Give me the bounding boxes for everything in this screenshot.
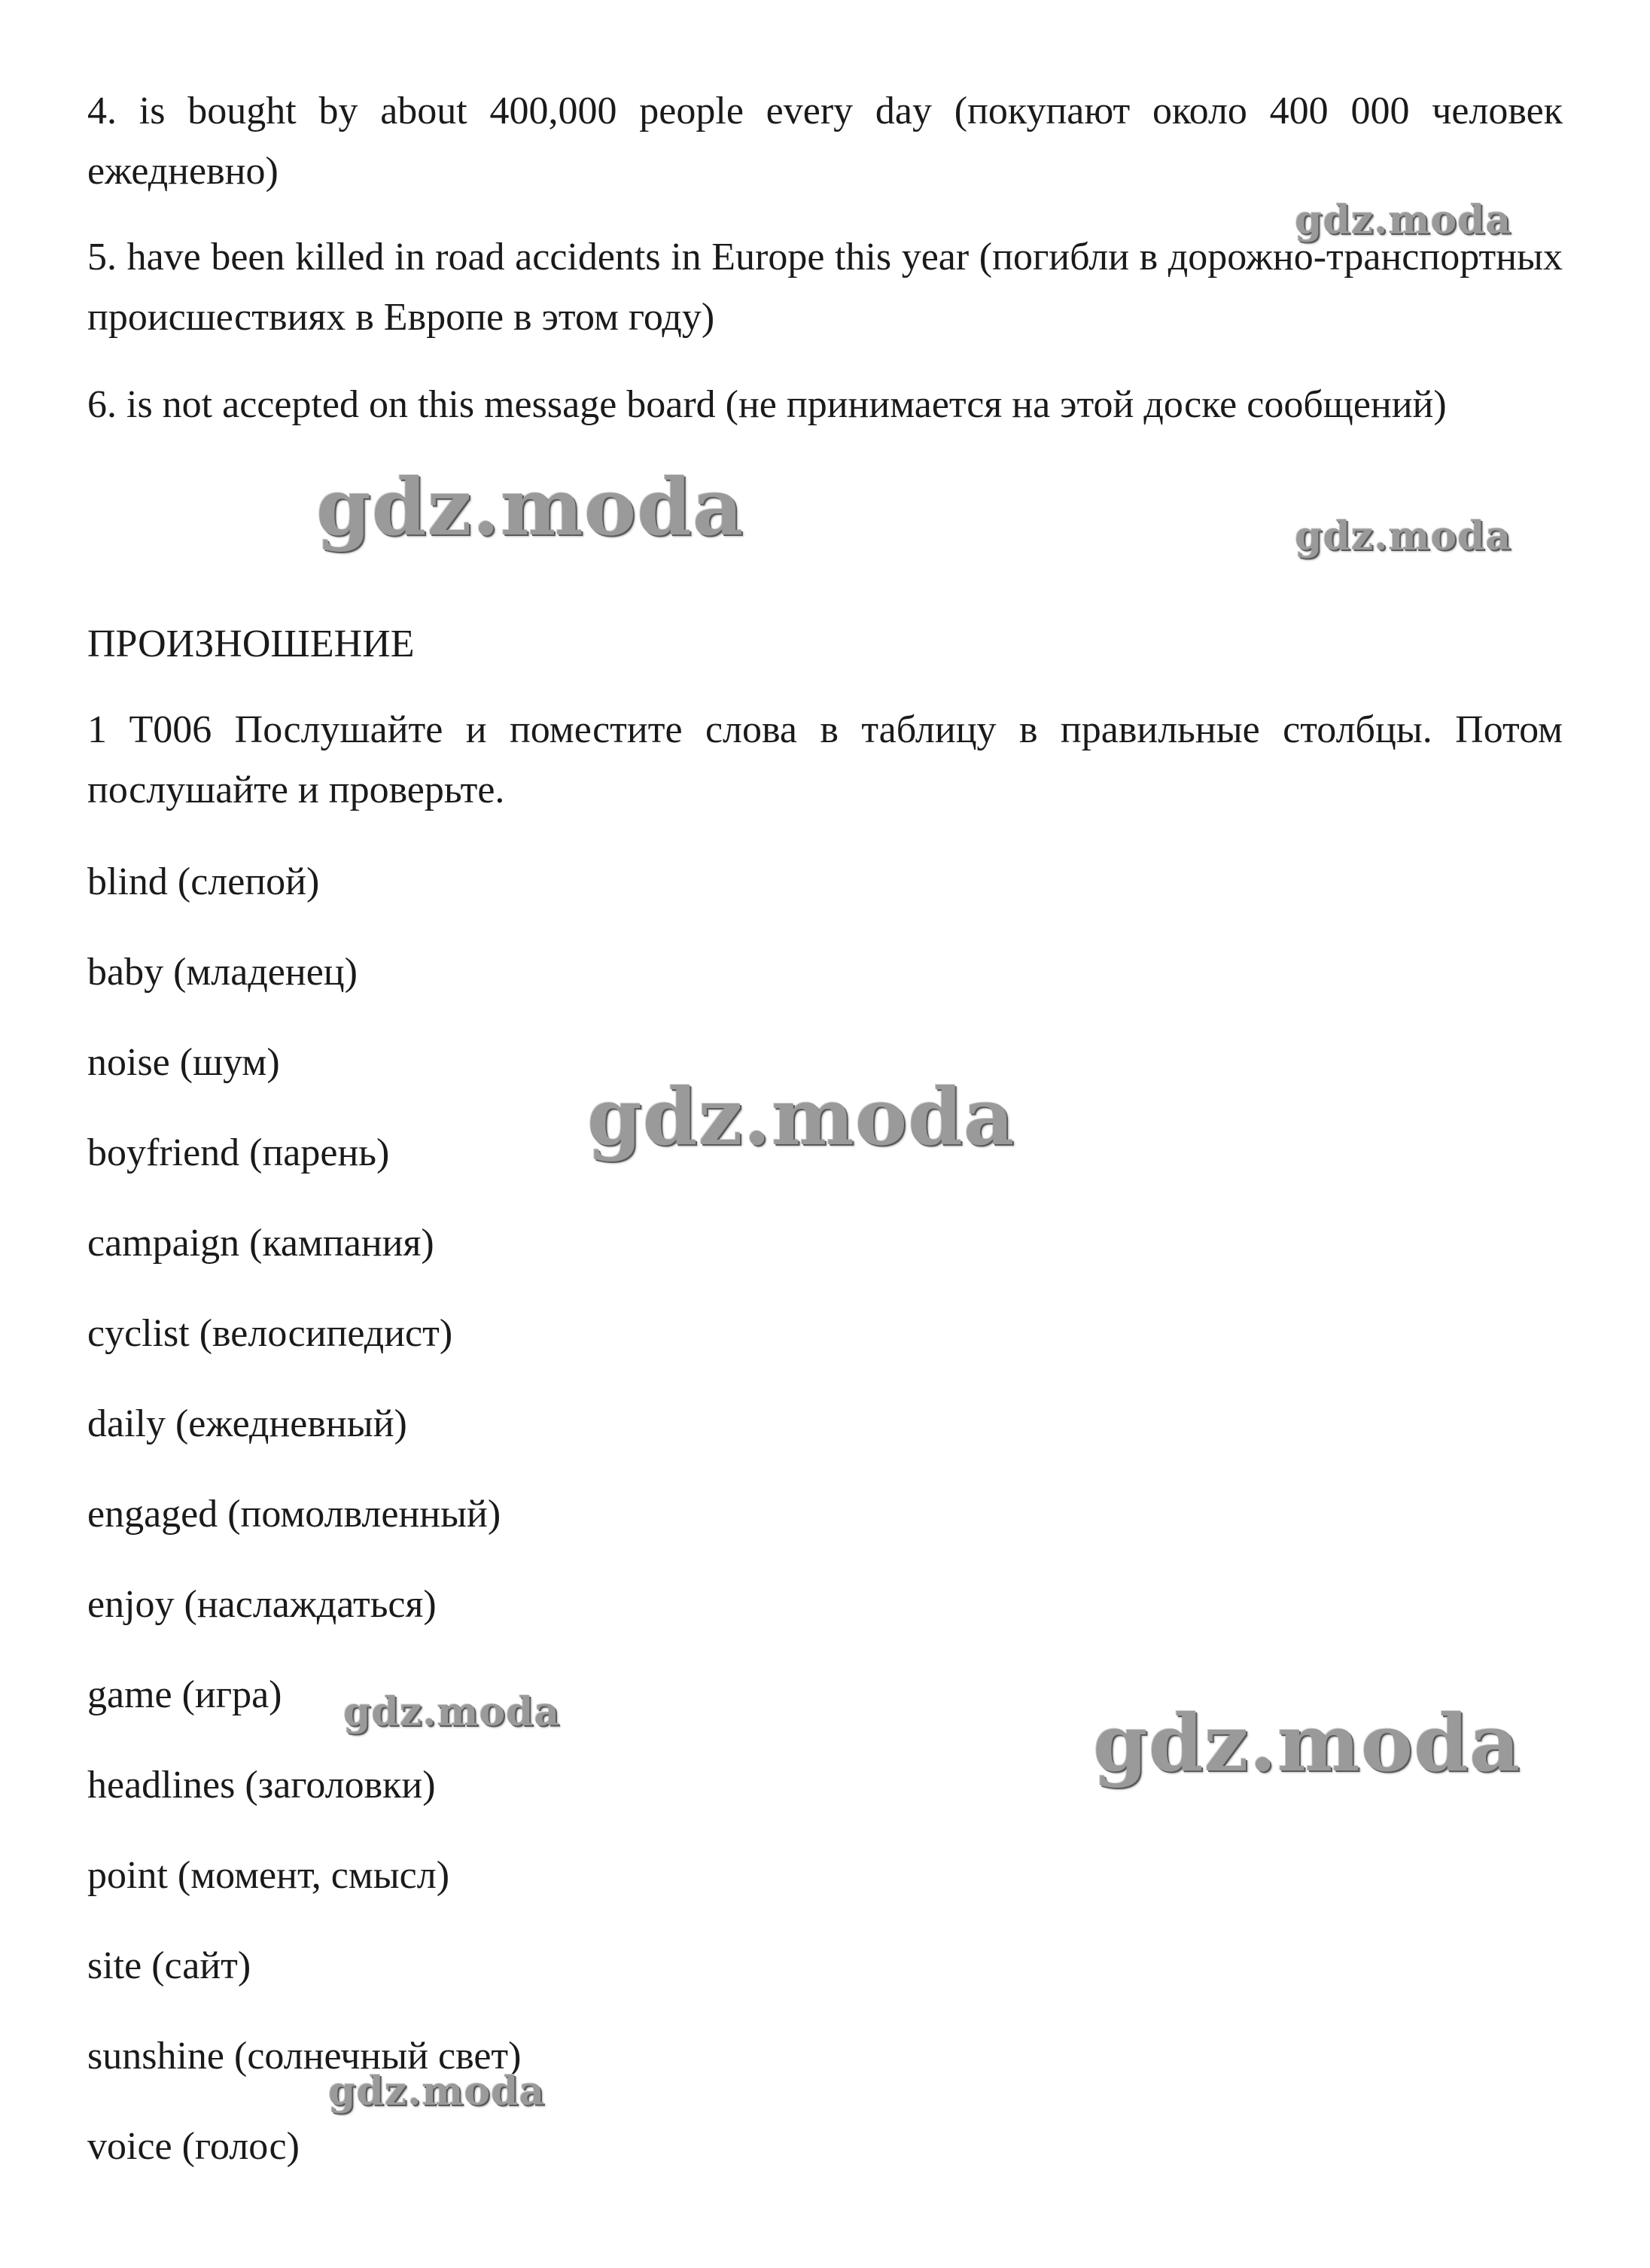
word-item: noise (шум) — [87, 1041, 280, 1084]
watermark-logo: gdz.moda — [1295, 197, 1512, 243]
word-item: headlines (заголовки) — [87, 1764, 436, 1807]
word-item: cyclist (велосипедист) — [87, 1312, 453, 1355]
word-item: game (игра) — [87, 1673, 282, 1716]
watermark-logo: gdz.moda — [316, 461, 744, 553]
exercise-instruction: 1 T006 Послушайте и поместите слова в таблицу в правильные столбцы. Потом послушайте и проверьте. — [87, 708, 1563, 811]
watermark-logo: gdz.moda — [1093, 1697, 1521, 1789]
answer-6: 6. is not accepted on this message board (не принимается на этой доске сообщений) — [87, 383, 1447, 426]
watermark-logo: gdz.moda — [587, 1070, 1015, 1163]
word-item: voice (голос) — [87, 2125, 300, 2168]
word-item: baby (младенец) — [87, 951, 358, 994]
word-item: campaign (кампания) — [87, 1222, 434, 1265]
answer-4: 4. is bought by about 400,000 people every day (покупают около 400 000 человек ежедневно) — [87, 90, 1563, 193]
word-item: enjoy (наслаждаться) — [87, 1583, 437, 1626]
watermark-logo: gdz.moda — [343, 1689, 561, 1735]
answer-5: 5. have been killed in road accidents in Europe this year (погибли в дорожно-транспортных происшествиях в Европе в этом году) — [87, 236, 1563, 339]
word-item: boyfriend (парень) — [87, 1131, 390, 1174]
watermark-logo: gdz.moda — [328, 2069, 546, 2114]
word-item: site (сайт) — [87, 1944, 251, 1987]
word-item: engaged (помолвленный) — [87, 1493, 501, 1536]
word-item: point (момент, смысл) — [87, 1854, 450, 1897]
watermark-logo: gdz.moda — [1295, 513, 1512, 559]
section-title: ПРОИЗНОШЕНИЕ — [87, 623, 415, 665]
word-item: sunshine (солнечный свет) — [87, 2035, 522, 2078]
word-item: blind (слепой) — [87, 860, 320, 903]
word-item: daily (ежедневный) — [87, 1402, 407, 1445]
